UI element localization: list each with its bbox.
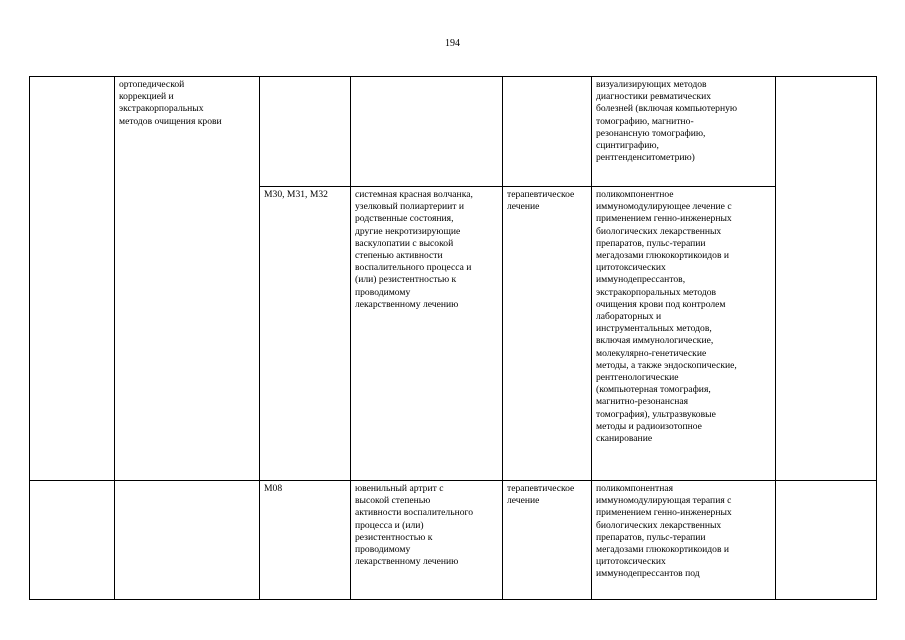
treatment-method-cell: поликомпонентная иммуномодулирующая терапия с применением генно-инженерных биологических лекарственных препаратов, пульс-терапии мегадозами глюкокортикоидов и цитотоксических иммунодепрессантов под — [592, 481, 776, 600]
diagnosis-cell: ювенильный артрит с высокой степенью активности воспалительного процесса и (или) резистентностью к проводимому лекарственному лечению — [351, 481, 503, 600]
diagnosis-cell: системная красная волчанка, узелковый полиартериит и родственные состояния, другие некротизирующие васкулопатии с высокой степенью активности воспалительного процесса и (или) резистентностью к проводимому лекарственному лечению — [351, 187, 503, 481]
table-cell — [776, 481, 877, 600]
table-cell — [351, 77, 503, 187]
treatment-type-cell: терапевтическое лечение — [503, 187, 592, 481]
table-cell — [503, 77, 592, 187]
table-cell — [776, 77, 877, 481]
table-cell — [260, 77, 351, 187]
table-row — [30, 77, 877, 187]
icd-code-cell: M30, M31, M32 — [260, 187, 351, 481]
table-cell — [30, 481, 115, 600]
medical-care-table — [29, 76, 877, 600]
table-cell: ортопедической коррекцией и экстракорпоральных методов очищения крови — [115, 77, 260, 481]
table-row — [30, 481, 877, 600]
treatment-method-cell: поликомпонентное иммуномодулирующее лечение с применением генно-инженерных биологических лекарственных препаратов, пульс-терапии мегадозами глюкокортикоидов и цитотоксических иммунодепрессантов, экстракорпоральных методов очищения крови под контролем лабораторных и инструментальных методов, включая иммунологические, молекулярно-генетические методы, а также эндоскопические, рентгенологические (компьютерная томография, магнитно-резонансная томография), ультразвуковые методы и радиоизотопное сканирование — [592, 187, 776, 481]
page-number: 194 — [445, 38, 460, 49]
table-cell: визуализирующих методов диагностики ревматических болезней (включая компьютерную томографию, магнитно- резонансную томографию, сцинтиграфию, рентгенденситометрию) — [592, 77, 776, 187]
icd-code-cell: M08 — [260, 481, 351, 600]
table-cell — [115, 481, 260, 600]
treatment-type-cell: терапевтическое лечение — [503, 481, 592, 600]
table-cell — [30, 77, 115, 481]
